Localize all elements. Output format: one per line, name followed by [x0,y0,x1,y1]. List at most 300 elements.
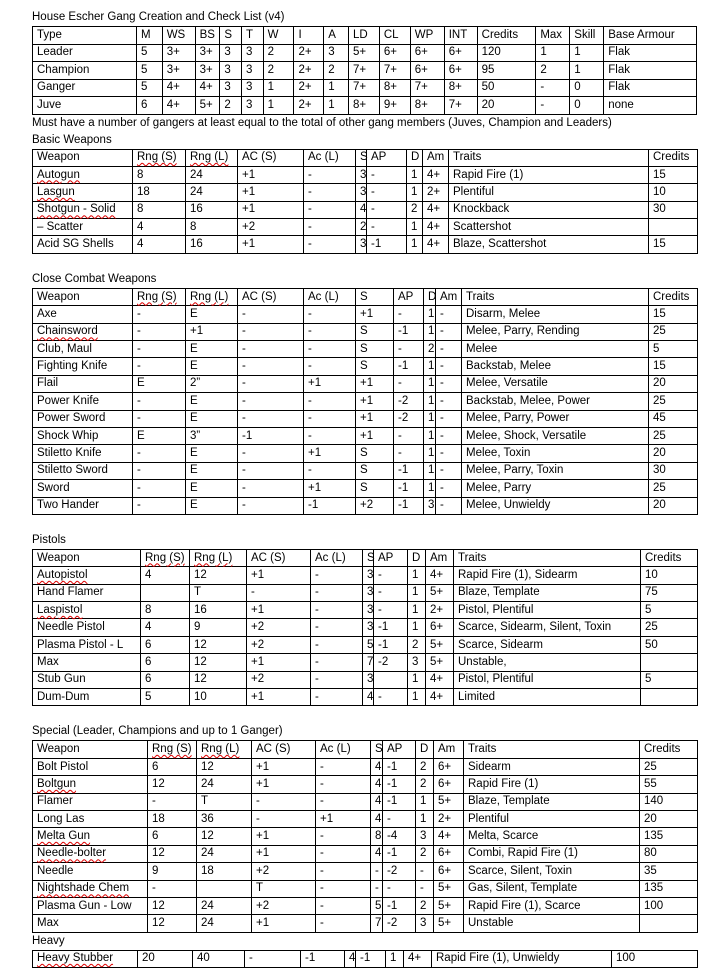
table-cell: Knockback [449,201,649,218]
table-cell: 1 [424,358,436,375]
table-cell: -2 [394,410,424,427]
weapon-name-cell: Hand Flamer [33,584,141,601]
table-cell: -1 [394,462,424,479]
table-cell: Unstable [464,915,640,932]
table-cell: +1 [186,323,238,340]
table-cell: - [436,358,462,375]
table-cell: 8 [371,828,383,845]
table-cell: E [186,393,238,410]
table-cell: 2 [408,636,426,653]
table-row [33,62,697,80]
table-cell: 25 [649,393,698,410]
header-cell: S [371,741,383,758]
table-cell: - [394,306,424,323]
table-cell: - [316,776,371,793]
table-cell: 18 [197,863,252,880]
weapon-header-row [33,741,698,758]
table-cell: -2 [383,863,416,880]
weapon-row [33,897,698,914]
roster-note: Must have a number of gangers at least equal to the total of other gang members (Juves, Champion and Leaders) [32,116,612,129]
table-cell: 3 [241,44,263,62]
table-cell: 2 [416,776,434,793]
table-cell: - [304,462,356,479]
table-cell: 7+ [348,79,379,97]
header-cell: LD [348,27,379,45]
table-cell [641,689,698,706]
table-cell: - [252,811,316,828]
table-cell: 5 [141,689,190,706]
table-cell: Rapid Fire (1), Scarce [464,897,640,914]
table-cell: 4 [345,950,356,967]
weapon-name-cell: Needle Pistol [33,619,141,636]
table-cell: 4 [133,236,186,253]
table-cell: 20 [640,811,698,828]
table-cell: 15 [649,236,698,253]
table-cell: 6+ [434,776,464,793]
table-cell: +1 [356,393,394,410]
table-cell: +1 [316,811,371,828]
table-cell: E [186,306,238,323]
table-cell: 8+ [444,79,477,97]
table-cell: -2 [394,393,424,410]
table-cell: 6 [148,758,197,775]
table-cell: Flak [604,62,697,80]
header-cell: Traits [462,288,649,305]
table-cell: - [394,341,424,358]
weapon-row [33,323,698,340]
header-cell: Credits [641,549,698,566]
table-cell [141,584,190,601]
table-cell: -1 [383,758,416,775]
table-cell: 4 [371,776,383,793]
table-cell: Pistol, Plentiful [454,671,641,688]
table-cell: 2 [263,62,294,80]
table-cell: 5+ [434,897,464,914]
weapon-name-cell: Plasma Gun - Low [33,897,148,914]
header-cell: Rng (S) [141,549,190,566]
table-cell: +1 [238,184,304,201]
table-cell: - [133,306,186,323]
table-cell: 16 [190,602,247,619]
table-cell: -1 [367,236,407,253]
weapon-name-cell: Flail [33,375,133,392]
weapon-row [33,915,698,932]
table-cell: 2+ [423,184,449,201]
table-cell: -2 [383,915,416,932]
table-cell: - [304,236,356,253]
table-cell: 3+ [195,62,220,80]
table-cell: 4+ [162,79,195,97]
table-cell [374,671,408,688]
table-cell: 3 [363,619,374,636]
table-cell: 2 [416,845,434,862]
header-cell: Traits [454,549,641,566]
table-cell: 3 [324,44,349,62]
table-cell: - [148,880,197,897]
table-cell: - [436,375,462,392]
header-cell: BS [195,27,220,45]
table-cell: +1 [356,375,394,392]
table-cell: 100 [612,950,698,967]
table-cell: 6 [141,636,190,653]
table-cell: 80 [640,845,698,862]
table-cell: - [238,375,304,392]
table-cell: - [316,793,371,810]
table-cell: S [356,341,394,358]
table-cell: -1 [304,497,356,514]
table-cell: Melee, Parry, Power [462,410,649,427]
table-cell: - [436,480,462,497]
weapon-name-cell: Power Sword [33,410,133,427]
table-cell: 7 [363,654,374,671]
weapon-row [33,219,698,236]
table-cell: 1 [407,236,423,253]
table-cell: - [394,375,424,392]
header-cell: W [263,27,294,45]
table-cell: 1 [408,619,426,636]
table-cell: E [133,375,186,392]
table-cell: 10 [190,689,247,706]
table-cell: 5+ [434,793,464,810]
table-cell: 10 [649,184,698,201]
table-cell: 5 [641,602,698,619]
table-row [33,44,697,62]
table-cell: Melee [462,341,649,358]
header-cell: Rng (S) [133,288,186,305]
table-cell: +1 [247,602,311,619]
table-cell: none [604,97,697,115]
weapon-row [33,462,698,479]
table-cell: - [316,863,371,880]
table-cell: 4+ [423,219,449,236]
table-cell: 12 [190,654,247,671]
table-cell: - [304,184,356,201]
table-cell: 50 [641,636,698,653]
header-cell: S [356,288,394,305]
table-cell: Backstab, Melee [462,358,649,375]
header-cell: S [356,149,367,166]
table-cell: - [311,567,363,584]
table-cell: 135 [640,880,698,897]
table-cell: 5+ [434,880,464,897]
table-cell: S [356,480,394,497]
table-cell: 100 [640,897,698,914]
table-cell: 5 [363,636,374,653]
table-cell: Scarce, Silent, Toxin [464,863,640,880]
page-title: House Escher Gang Creation and Check List (v4) [32,11,285,23]
table-cell: 12 [190,567,247,584]
table-cell: Sidearm [464,758,640,775]
table-cell: 6+ [434,845,464,862]
header-cell: Am [426,549,454,566]
table-cell: 4 [356,201,367,218]
basic-weapons-heading: Basic Weapons [32,133,112,146]
table-cell: Melee, Parry, Rending [462,323,649,340]
table-cell: Melee, Unwieldy [462,497,649,514]
table-cell: Plentiful [449,184,649,201]
table-cell: - [133,393,186,410]
table-cell: 12 [148,915,197,932]
table-cell: Unstable, [454,654,641,671]
table-cell: 1 [416,811,434,828]
weapon-row [33,358,698,375]
weapon-name-cell: – Scatter [33,219,133,236]
table-cell [640,915,698,932]
table-cell: - [238,445,304,462]
table-cell: 2 [416,897,434,914]
table-cell: Champion [33,62,137,80]
table-cell: Rapid Fire (1) [449,166,649,183]
table-cell: - [394,445,424,462]
table-cell: +1 [247,689,311,706]
table-cell: 4+ [162,97,195,115]
header-cell: Base Armour [604,27,697,45]
table-cell: 6+ [426,619,454,636]
table-cell: 25 [641,619,698,636]
table-cell: E [186,341,238,358]
table-cell: 50 [477,79,536,97]
table-cell: 3 [416,915,434,932]
table-cell: Backstab, Melee, Power [462,393,649,410]
weapon-row [33,375,698,392]
weapon-name-cell: Laspistol [33,602,141,619]
table-cell: 4 [133,219,186,236]
table-cell: - [436,445,462,462]
table-cell: 6 [136,97,162,115]
table-cell: - [238,462,304,479]
table-cell: 1 [424,375,436,392]
weapon-row [33,863,698,880]
table-cell: - [316,758,371,775]
table-cell: 0 [570,79,604,97]
header-cell: Rng (L) [197,741,252,758]
table-cell: 3 [241,97,263,115]
table-cell: 6+ [434,758,464,775]
table-cell: 12 [148,776,197,793]
basic-weapons-table [32,149,698,254]
table-cell: 3 [356,184,367,201]
table-cell: -2 [374,654,408,671]
table-cell: - [371,880,383,897]
table-cell: 7+ [348,62,379,80]
header-cell: D [424,288,436,305]
table-cell: 2 [407,201,423,218]
special-heading: Special (Leader, Champions and up to 1 Ganger) [32,725,283,738]
special-weapons-table [32,740,698,932]
table-cell: E [186,358,238,375]
table-cell: - [311,619,363,636]
table-cell: 2+ [294,44,324,62]
table-cell: +1 [356,427,394,444]
table-cell: 25 [649,323,698,340]
table-cell: 4 [371,845,383,862]
header-cell: WS [162,27,195,45]
header-cell: Ac (L) [316,741,371,758]
weapon-name-cell: Shock Whip [33,427,133,444]
table-cell: 8+ [348,97,379,115]
table-cell: 3 [220,44,242,62]
table-cell: 24 [197,776,252,793]
table-cell: 4+ [404,950,432,967]
header-cell: Rng (S) [133,149,186,166]
table-cell: 7+ [444,97,477,115]
weapon-row [33,236,698,253]
table-cell: 20 [649,445,698,462]
table-cell: - [304,306,356,323]
table-cell: 2+ [294,79,324,97]
table-cell: 4+ [423,166,449,183]
table-cell: 1 [424,410,436,427]
table-cell: - [436,393,462,410]
table-cell: Melee, Versatile [462,375,649,392]
header-cell: Credits [649,288,698,305]
table-cell: 7 [371,915,383,932]
table-cell: - [238,410,304,427]
table-cell: 18 [148,811,197,828]
table-cell: Juve [33,97,137,115]
table-cell: Melee, Toxin [462,445,649,462]
table-cell: 3 [241,79,263,97]
header-cell: Ac (L) [304,149,356,166]
table-cell: - [304,427,356,444]
weapon-name-cell: Needle [33,863,148,880]
header-cell: Traits [464,741,640,758]
table-cell: +2 [247,619,311,636]
table-cell: 1 [408,602,426,619]
header-cell: Rng (L) [186,149,238,166]
table-cell: 2+ [434,811,464,828]
header-cell: AC (S) [252,741,316,758]
table-cell: S [356,445,394,462]
header-cell: D [416,741,434,758]
table-cell: 1 [408,671,426,688]
header-cell: Skill [570,27,604,45]
table-cell: 4+ [426,671,454,688]
header-cell: WP [410,27,444,45]
header-cell: AP [374,549,408,566]
table-cell: 1 [424,323,436,340]
table-cell: - [238,497,304,514]
header-cell: Rng (L) [186,288,238,305]
table-cell: - [374,602,408,619]
table-cell [649,219,698,236]
table-cell: 4 [371,811,383,828]
header-cell: Type [33,27,137,45]
table-cell: - [133,358,186,375]
weapon-name-cell: Needle-bolter [33,845,148,862]
table-cell: 2 [324,62,349,80]
weapon-name-cell: Acid SG Shells [33,236,133,253]
table-cell: 7+ [410,79,444,97]
table-cell: -1 [238,427,304,444]
weapon-row [33,427,698,444]
header-cell: CL [379,27,410,45]
weapon-row [33,845,698,862]
table-cell: +1 [356,306,394,323]
table-cell: Disarm, Melee [462,306,649,323]
heavy-heading: Heavy [32,934,65,947]
table-cell: -1 [383,776,416,793]
table-cell: +2 [252,863,316,880]
pistols-heading: Pistols [32,533,66,546]
table-cell: 5 [136,79,162,97]
table-cell: 2” [186,375,238,392]
weapon-name-cell: Max [33,915,148,932]
table-cell: - [245,950,301,967]
table-cell: Scattershot [449,219,649,236]
table-cell: -1 [301,950,345,967]
table-cell: 24 [197,897,252,914]
table-cell: - [367,219,407,236]
header-cell: S [220,27,242,45]
table-cell: S [356,462,394,479]
weapon-row [33,445,698,462]
table-cell: E [133,427,186,444]
table-cell: - [304,323,356,340]
weapon-name-cell: Boltgun [33,776,148,793]
table-cell: 6+ [410,62,444,80]
table-cell: - [374,689,408,706]
table-cell: 9+ [379,97,410,115]
table-cell: 3+ [162,44,195,62]
weapon-header-row [33,288,698,305]
table-cell: +1 [304,445,356,462]
table-cell: 4 [363,689,374,706]
table-cell: 3 [220,79,242,97]
table-cell: 4 [141,567,190,584]
header-cell: Rng (S) [148,741,197,758]
close-combat-heading: Close Combat Weapons [32,272,157,285]
table-cell: 30 [649,462,698,479]
table-cell: 1 [407,219,423,236]
table-cell: 2 [356,219,367,236]
table-cell: Flak [604,44,697,62]
weapon-name-cell: Power Knife [33,393,133,410]
table-cell: - [316,880,371,897]
table-cell: 24 [197,915,252,932]
table-cell: 5 [649,341,698,358]
table-cell: T [252,880,316,897]
table-cell: 5+ [195,97,220,115]
table-cell: - [133,462,186,479]
table-cell: 8 [186,219,238,236]
table-cell: +1 [238,236,304,253]
weapon-row [33,393,698,410]
table-cell: 1 [408,567,426,584]
table-cell: - [238,306,304,323]
table-cell: Pistol, Plentiful [454,602,641,619]
table-cell: -1 [374,636,408,653]
table-cell: - [304,410,356,427]
table-cell: 5 [136,62,162,80]
table-cell: +1 [238,201,304,218]
table-cell: - [416,880,434,897]
table-cell: 1 [408,584,426,601]
header-cell: Credits [640,741,698,758]
table-cell: 120 [477,44,536,62]
table-cell: 2 [416,758,434,775]
table-cell: - [311,584,363,601]
table-cell: - [316,897,371,914]
weapon-row [33,341,698,358]
table-cell: 5 [136,44,162,62]
table-cell: - [316,828,371,845]
table-cell: - [383,880,416,897]
weapon-header-row [33,549,698,566]
table-cell: - [316,845,371,862]
weapon-name-cell: Club, Maul [33,341,133,358]
weapon-row [33,480,698,497]
